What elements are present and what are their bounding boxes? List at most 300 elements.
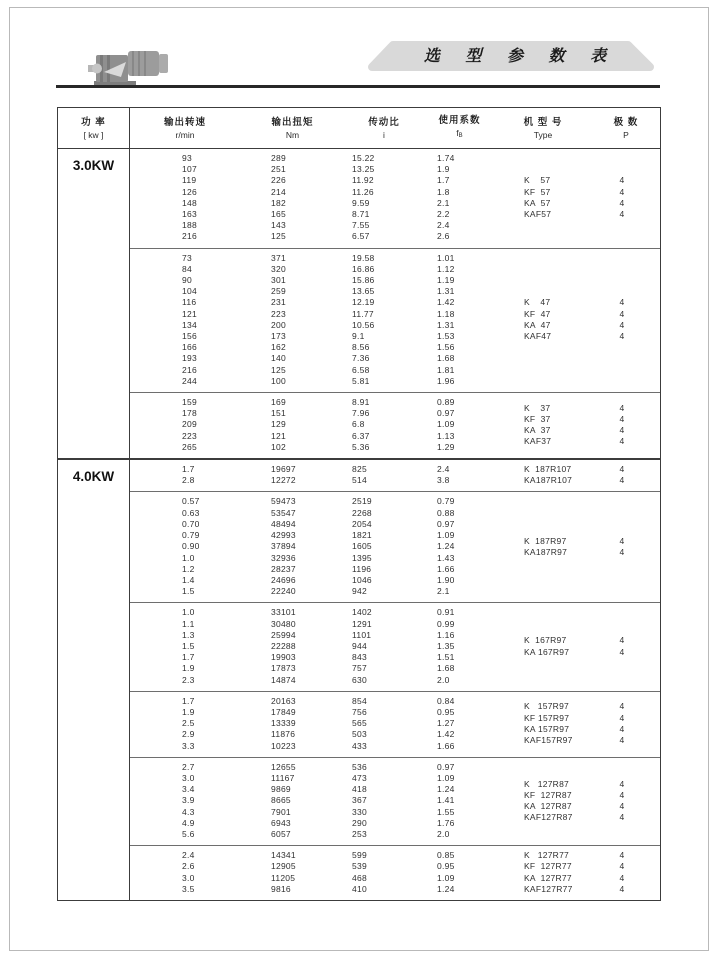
cell-output-torque: 6057 <box>271 828 291 839</box>
cell-output-speed: 121 <box>182 308 197 319</box>
cell-output-torque: 231 <box>271 297 286 308</box>
cell-output-speed: 4.9 <box>182 817 195 828</box>
cell-output-torque: 19903 <box>271 652 296 663</box>
pole-count: 4 <box>619 734 625 745</box>
cell-output-speed: 0.70 <box>182 518 200 529</box>
cell-ratio: 6.58 <box>352 364 370 375</box>
model-type: K 187R107 <box>524 464 572 475</box>
table-row <box>130 541 524 552</box>
cell-output-torque: 6943 <box>271 817 291 828</box>
cell-service-factor: 1.24 <box>437 883 455 894</box>
cell-output-speed: 107 <box>182 164 197 175</box>
cell-service-factor: 1.8 <box>437 186 450 197</box>
cell-output-torque: 121 <box>271 430 286 441</box>
pole-count: 4 <box>619 331 625 342</box>
cell-output-torque: 320 <box>271 263 286 274</box>
cell-output-torque: 42993 <box>271 530 296 541</box>
table-row <box>130 419 524 430</box>
cell-output-torque: 14341 <box>271 850 296 861</box>
table-row <box>130 784 524 795</box>
cell-service-factor: 1.42 <box>437 729 455 740</box>
cell-output-speed: 148 <box>182 197 197 208</box>
header-service-factor: 使用系数 $f_B$ <box>438 115 481 139</box>
table-row <box>130 741 524 752</box>
cell-service-factor: 1.18 <box>437 308 455 319</box>
cell-output-speed: 216 <box>182 231 197 242</box>
cell-service-factor: 0.88 <box>437 507 455 518</box>
cell-output-torque: 214 <box>271 186 286 197</box>
cell-output-speed: 4.3 <box>182 806 195 817</box>
cell-ratio: 11.77 <box>352 308 374 319</box>
model-type: KA 167R97 <box>524 646 570 657</box>
type-row <box>524 713 660 724</box>
pole-count: 4 <box>619 297 625 308</box>
type-row <box>524 331 660 342</box>
table-row <box>130 762 524 773</box>
cell-output-speed: 1.3 <box>182 629 195 640</box>
cell-output-torque: 17849 <box>271 706 296 717</box>
pole-count: 4 <box>619 436 625 447</box>
table-row <box>130 187 524 198</box>
table-row <box>130 619 524 630</box>
pole-count: 4 <box>619 186 625 197</box>
cell-ratio: 630 <box>352 674 367 685</box>
pole-count: 4 <box>619 413 625 424</box>
cell-output-speed: 1.4 <box>182 574 195 585</box>
cell-output-torque: 33101 <box>271 607 296 618</box>
table-row <box>130 773 524 784</box>
cell-service-factor: 1.9 <box>437 164 450 175</box>
cell-service-factor: 1.09 <box>437 872 455 883</box>
type-row <box>524 403 660 414</box>
gearmotor-logo-image <box>88 42 188 90</box>
table-row <box>130 331 524 342</box>
type-list <box>524 850 660 895</box>
cell-service-factor: 2.0 <box>437 828 450 839</box>
table-row <box>130 696 524 707</box>
cell-service-factor: 1.53 <box>437 331 455 342</box>
data-block <box>130 392 660 458</box>
table-row <box>130 220 524 231</box>
cell-output-torque: 100 <box>271 375 286 386</box>
pole-count: 4 <box>619 319 625 330</box>
cell-output-torque: 162 <box>271 342 286 353</box>
table-header-row <box>58 108 660 149</box>
model-type: KA 127R87 <box>524 800 572 811</box>
table-row <box>130 175 524 186</box>
cell-output-torque: 125 <box>271 364 286 375</box>
table-row <box>130 209 524 220</box>
cell-service-factor: 1.09 <box>437 772 455 783</box>
cell-ratio: 825 <box>352 464 367 475</box>
model-type: K 37 <box>524 402 551 413</box>
cell-service-factor: 0.97 <box>437 761 455 772</box>
cell-output-torque: 48494 <box>271 518 296 529</box>
table-row <box>130 164 524 175</box>
cell-service-factor: 1.66 <box>437 563 455 574</box>
model-type: K 47 <box>524 297 551 308</box>
power-cell <box>58 149 130 458</box>
power-section <box>58 458 660 900</box>
cell-service-factor: 1.16 <box>437 629 455 640</box>
type-row <box>524 198 660 209</box>
model-type: KF 37 <box>524 413 551 424</box>
header-power-unit: [ kw ] <box>83 129 104 140</box>
cell-output-torque: 59473 <box>271 496 296 507</box>
cell-service-factor: 1.42 <box>437 297 455 308</box>
type-row <box>524 647 660 658</box>
cell-output-torque: 301 <box>271 275 286 286</box>
cell-output-torque: 259 <box>271 286 286 297</box>
type-row <box>524 475 660 486</box>
model-type: KA 37 <box>524 425 551 436</box>
cell-output-torque: 200 <box>271 319 286 330</box>
cell-ratio: 468 <box>352 872 367 883</box>
type-row <box>524 297 660 308</box>
cell-output-speed: 73 <box>182 252 192 263</box>
cell-ratio: 2268 <box>352 507 372 518</box>
cell-ratio: 11.92 <box>352 175 374 186</box>
cell-ratio: 8.71 <box>352 209 370 220</box>
type-row <box>524 873 660 884</box>
type-row <box>524 884 660 895</box>
pole-count: 4 <box>619 872 625 883</box>
cell-output-torque: 143 <box>271 220 286 231</box>
cell-ratio: 1821 <box>352 530 372 541</box>
cell-ratio: 5.81 <box>352 375 370 386</box>
numeric-rows <box>130 850 524 895</box>
cell-output-speed: 3.3 <box>182 740 195 751</box>
table-row <box>130 818 524 829</box>
data-block <box>130 460 660 491</box>
cell-service-factor: 1.76 <box>437 817 455 828</box>
cell-output-speed: 134 <box>182 319 197 330</box>
cell-service-factor: 1.31 <box>437 286 455 297</box>
cell-ratio: 1605 <box>352 541 372 552</box>
cell-service-factor: 3.8 <box>437 475 450 486</box>
pole-count: 4 <box>619 723 625 734</box>
model-type: KAF157R97 <box>524 734 573 745</box>
cell-ratio: 367 <box>352 795 367 806</box>
pole-count: 4 <box>619 175 625 186</box>
cell-output-speed: 2.9 <box>182 729 195 740</box>
cell-ratio: 418 <box>352 784 367 795</box>
cell-output-speed: 1.0 <box>182 552 195 563</box>
cell-service-factor: 1.43 <box>437 552 455 563</box>
cell-output-torque: 30480 <box>271 618 296 629</box>
table-row <box>130 286 524 297</box>
cell-output-speed: 3.9 <box>182 795 195 806</box>
cell-output-torque: 22288 <box>271 640 296 651</box>
cell-output-torque: 165 <box>271 209 286 220</box>
cell-output-speed: 1.5 <box>182 586 195 597</box>
pole-count: 4 <box>619 778 625 789</box>
cell-ratio: 539 <box>352 861 367 872</box>
table-row <box>130 861 524 872</box>
table-row <box>130 586 524 597</box>
cell-ratio: 13.25 <box>352 164 375 175</box>
type-row <box>524 320 660 331</box>
cell-service-factor: 1.27 <box>437 718 455 729</box>
cell-service-factor: 1.81 <box>437 364 455 375</box>
cell-ratio: 10.56 <box>352 319 375 330</box>
table-row <box>130 275 524 286</box>
cell-ratio: 19.58 <box>352 252 375 263</box>
header-poles: 极 数 P <box>613 116 639 140</box>
model-type: KA 47 <box>524 319 551 330</box>
cell-output-torque: 28237 <box>271 563 296 574</box>
cell-ratio: 2054 <box>352 518 372 529</box>
table-row <box>130 873 524 884</box>
cell-service-factor: 0.85 <box>437 850 455 861</box>
table-row <box>130 795 524 806</box>
table-row <box>130 607 524 618</box>
cell-output-torque: 129 <box>271 419 286 430</box>
title-banner <box>366 39 662 73</box>
type-row <box>524 547 660 558</box>
cell-service-factor: 0.95 <box>437 861 455 872</box>
table-body <box>58 149 660 900</box>
cell-output-torque: 20163 <box>271 695 296 706</box>
cell-ratio: 1101 <box>352 629 372 640</box>
cell-output-speed: 1.2 <box>182 563 195 574</box>
model-type: KA 57 <box>524 197 551 208</box>
cell-ratio: 330 <box>352 806 367 817</box>
cell-service-factor: 1.31 <box>437 319 455 330</box>
type-row <box>524 209 660 220</box>
header-output-torque: 输出扭矩 Nm <box>271 116 314 140</box>
pole-count: 4 <box>619 546 625 557</box>
header-ratio: 传动比 i <box>368 116 400 140</box>
model-type: KF 157R97 <box>524 712 570 723</box>
table-row <box>130 564 524 575</box>
cell-service-factor: 0.97 <box>437 518 455 529</box>
cell-output-torque: 37894 <box>271 541 296 552</box>
header-columns <box>130 108 662 148</box>
cell-output-speed: 163 <box>182 209 197 220</box>
model-type: K 167R97 <box>524 635 567 646</box>
type-list <box>524 253 660 387</box>
cell-output-speed: 2.8 <box>182 475 195 486</box>
model-type: KA187R97 <box>524 546 568 557</box>
pole-count: 4 <box>619 861 625 872</box>
cell-ratio: 8.91 <box>352 397 370 408</box>
cell-output-torque: 25994 <box>271 629 296 640</box>
cell-output-torque: 140 <box>271 353 286 364</box>
cell-output-torque: 22240 <box>271 586 296 597</box>
type-list <box>524 464 660 486</box>
cell-output-speed: 2.5 <box>182 718 195 729</box>
cell-service-factor: 1.51 <box>437 652 455 663</box>
cell-ratio: 12.19 <box>352 297 375 308</box>
pole-count: 4 <box>619 789 625 800</box>
table-row <box>130 198 524 209</box>
model-type: KF 127R77 <box>524 861 572 872</box>
type-row <box>524 701 660 712</box>
cell-service-factor: 2.1 <box>437 586 450 597</box>
table-row <box>130 431 524 442</box>
table-row <box>130 397 524 408</box>
cell-ratio: 942 <box>352 586 367 597</box>
cell-output-torque: 173 <box>271 331 286 342</box>
cell-output-torque: 371 <box>271 252 286 263</box>
pole-count: 4 <box>619 464 625 475</box>
cell-ratio: 1046 <box>352 574 372 585</box>
cell-service-factor: 1.74 <box>437 153 455 163</box>
cell-service-factor: 1.68 <box>437 663 455 674</box>
type-row <box>524 309 660 320</box>
cell-output-torque: 223 <box>271 308 286 319</box>
numeric-rows <box>130 607 524 685</box>
type-row <box>524 790 660 801</box>
pole-count: 4 <box>619 812 625 823</box>
cell-ratio: 253 <box>352 828 367 839</box>
cell-service-factor: 1.13 <box>437 430 455 441</box>
cell-service-factor: 0.91 <box>437 607 455 618</box>
cell-output-speed: 93 <box>182 153 192 163</box>
type-list <box>524 496 660 597</box>
table-row <box>130 408 524 419</box>
type-row <box>524 187 660 198</box>
pole-count: 4 <box>619 308 625 319</box>
table-row <box>130 675 524 686</box>
model-type: KA187R107 <box>524 475 573 486</box>
data-block <box>130 602 660 690</box>
cell-output-speed: 166 <box>182 342 197 353</box>
header-power-column <box>58 108 130 148</box>
cell-output-speed: 2.6 <box>182 861 195 872</box>
table-row <box>130 652 524 663</box>
cell-ratio: 5.36 <box>352 441 370 452</box>
cell-ratio: 7.96 <box>352 408 370 419</box>
pole-count: 4 <box>619 712 625 723</box>
model-type: K 187R97 <box>524 535 567 546</box>
type-list <box>524 607 660 685</box>
cell-ratio: 514 <box>352 475 367 486</box>
cell-ratio: 756 <box>352 706 367 717</box>
cell-ratio: 1196 <box>352 563 372 574</box>
cell-output-torque: 12905 <box>271 861 296 872</box>
cell-ratio: 9.1 <box>352 331 365 342</box>
model-type: KAF57 <box>524 209 552 220</box>
pole-count: 4 <box>619 646 625 657</box>
cell-output-torque: 151 <box>271 408 286 419</box>
table-row <box>130 807 524 818</box>
cell-ratio: 433 <box>352 740 367 751</box>
cell-output-speed: 1.5 <box>182 640 195 651</box>
table-row <box>130 253 524 264</box>
cell-output-speed: 2.7 <box>182 761 195 772</box>
cell-service-factor: 2.1 <box>437 197 450 208</box>
table-row <box>130 508 524 519</box>
cell-output-torque: 125 <box>271 231 286 242</box>
cell-ratio: 9.59 <box>352 197 370 208</box>
cell-output-speed: 178 <box>182 408 197 419</box>
cell-output-speed: 2.4 <box>182 850 195 861</box>
table-row <box>130 475 524 486</box>
power-section <box>58 149 660 458</box>
cell-service-factor: 0.89 <box>437 397 455 408</box>
cell-output-torque: 11876 <box>271 729 296 740</box>
table-row <box>130 575 524 586</box>
cell-output-speed: 84 <box>182 263 192 274</box>
cell-output-speed: 1.0 <box>182 607 195 618</box>
type-row <box>524 850 660 861</box>
data-block <box>130 845 660 900</box>
data-block <box>130 491 660 602</box>
cell-ratio: 7.36 <box>352 353 370 364</box>
model-type: K 127R87 <box>524 778 570 789</box>
cell-service-factor: 0.97 <box>437 408 455 419</box>
power-rating-label: 4.0KW <box>72 469 115 485</box>
header-type: 机 型 号 Type <box>523 116 563 140</box>
numeric-rows <box>130 696 524 752</box>
table-row <box>130 320 524 331</box>
cell-ratio: 473 <box>352 772 367 783</box>
cell-service-factor: 2.2 <box>437 209 450 220</box>
cell-output-speed: 223 <box>182 430 197 441</box>
model-type: KAF47 <box>524 331 552 342</box>
type-row <box>524 414 660 425</box>
numeric-rows <box>130 496 524 597</box>
cell-output-speed: 0.63 <box>182 507 200 518</box>
cell-service-factor: 0.84 <box>437 695 455 706</box>
table-row <box>130 231 524 242</box>
cell-service-factor: 2.6 <box>437 231 450 242</box>
cell-output-speed: 159 <box>182 397 197 408</box>
table-row <box>130 353 524 364</box>
data-block <box>130 691 660 757</box>
type-row <box>524 436 660 447</box>
cell-service-factor: 1.09 <box>437 530 455 541</box>
cell-ratio: 843 <box>352 652 367 663</box>
cell-ratio: 854 <box>352 695 367 706</box>
cell-service-factor: 1.19 <box>437 275 455 286</box>
numeric-rows <box>130 397 524 453</box>
cell-ratio: 290 <box>352 817 367 828</box>
cell-ratio: 15.86 <box>352 275 375 286</box>
data-block <box>130 149 660 248</box>
type-row <box>524 801 660 812</box>
model-type: KA 127R77 <box>524 872 572 883</box>
type-list <box>524 153 660 243</box>
pole-count: 4 <box>619 209 625 220</box>
table-row <box>130 553 524 564</box>
numeric-rows <box>130 253 524 387</box>
cell-output-speed: 156 <box>182 331 197 342</box>
cell-service-factor: 2.4 <box>437 220 450 231</box>
cell-ratio: 6.8 <box>352 419 365 430</box>
cell-output-torque: 8665 <box>271 795 291 806</box>
cell-service-factor: 1.12 <box>437 263 455 274</box>
table-row <box>130 519 524 530</box>
pole-count: 4 <box>619 402 625 413</box>
cell-output-speed: 3.0 <box>182 772 195 783</box>
numeric-rows <box>130 153 524 243</box>
model-type: KAF127R77 <box>524 883 573 894</box>
model-type: K 157R97 <box>524 701 570 712</box>
cell-output-speed: 265 <box>182 441 197 452</box>
cell-service-factor: 1.41 <box>437 795 455 806</box>
cell-output-torque: 12655 <box>271 761 296 772</box>
cell-output-speed: 119 <box>182 175 197 186</box>
cell-service-factor: 0.79 <box>437 496 455 507</box>
cell-output-torque: 19697 <box>271 464 296 475</box>
cell-output-torque: 226 <box>271 175 286 186</box>
cell-service-factor: 2.0 <box>437 674 450 685</box>
cell-ratio: 15.22 <box>352 153 375 163</box>
table-row <box>130 530 524 541</box>
